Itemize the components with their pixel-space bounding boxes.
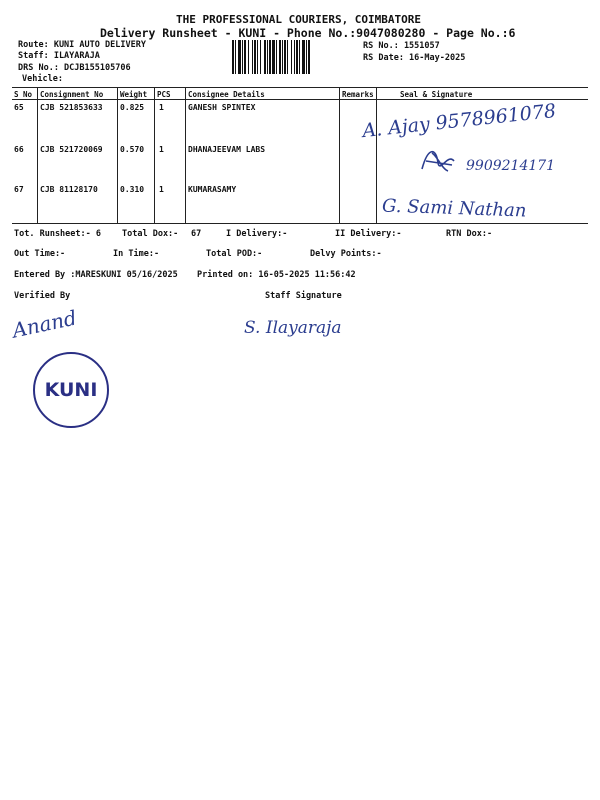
barcode	[232, 40, 356, 74]
table-top-border	[12, 87, 588, 88]
header-consignment: Consignment No	[40, 90, 104, 99]
rs-number: RS No.: 1551057	[363, 41, 440, 51]
total-runsheet: Tot. Runsheet:- 6	[14, 229, 101, 239]
col-divider	[117, 87, 118, 223]
col-divider	[37, 87, 38, 223]
handwritten-signature: G. Sami Nathan	[381, 195, 527, 222]
handwritten-phone: 9909214171	[466, 158, 556, 174]
col-divider	[154, 87, 155, 223]
header-weight: Weight	[120, 90, 148, 99]
row-sno: 65	[14, 103, 24, 112]
i-delivery: I Delivery:-	[226, 229, 288, 239]
in-time: In Time:-	[113, 249, 160, 259]
rs-date: RS Date: 16-May-2025	[363, 53, 466, 63]
total-dox-value: 67	[191, 229, 202, 239]
route-label: Route: KUNI AUTO DELIVERY	[18, 40, 146, 50]
stamp-text: KUNI	[44, 379, 98, 401]
row-consignment: CJB 521720069	[40, 145, 103, 154]
staff-handwritten-signature: S. Ilayaraja	[244, 318, 342, 338]
staff-label: Staff: ILAYARAJA	[18, 51, 100, 61]
printed-on: Printed on: 16-05-2025 11:56:42	[197, 270, 356, 280]
row-sno: 66	[14, 145, 24, 154]
verifier-signature: Anand	[10, 305, 79, 343]
row-consignment: CJB 81128170	[40, 185, 98, 194]
row-sno: 67	[14, 185, 24, 194]
row-pcs: 1	[159, 145, 164, 154]
col-divider	[185, 87, 186, 223]
signature-scribble-icon	[418, 143, 458, 181]
row-pcs: 1	[159, 185, 164, 194]
ii-delivery: II Delivery:-	[335, 229, 402, 239]
header-consignee: Consignee Details	[188, 90, 265, 99]
header-pcs: PCS	[157, 90, 171, 99]
handwritten-signature: A. Ajay 9578961078	[361, 99, 558, 143]
row-weight: 0.310	[120, 185, 145, 194]
header-sno: S No	[14, 90, 33, 99]
out-time: Out Time:-	[14, 249, 66, 259]
col-divider	[376, 87, 377, 223]
total-dox-label: Total Dox:-	[122, 229, 179, 239]
row-weight: 0.570	[120, 145, 145, 154]
row-weight: 0.825	[120, 103, 145, 112]
table-header-border	[12, 99, 588, 100]
total-pod: Total POD:-	[206, 249, 263, 259]
drs-number: DRS No.: DCJB155105706	[18, 63, 131, 73]
runsheet-title: Delivery Runsheet - KUNI - Phone No.:9047080280 - Page No.:6	[100, 26, 516, 40]
table-bottom-border	[12, 223, 588, 224]
header-remarks: Remarks	[342, 90, 374, 99]
delvy-points: Delvy Points:-	[310, 249, 382, 259]
entered-by: Entered By :MARESKUNI 05/16/2025	[14, 270, 178, 280]
verified-by-label: Verified By	[14, 291, 71, 301]
row-pcs: 1	[159, 103, 164, 112]
col-divider	[339, 87, 340, 223]
company-name: THE PROFESSIONAL COURIERS, COIMBATORE	[176, 13, 422, 26]
staff-signature-label: Staff Signature	[265, 291, 342, 301]
row-consignment: CJB 521853633	[40, 103, 103, 112]
row-consignee: GANESH SPINTEX	[188, 103, 256, 112]
rtn-dox: RTN Dox:-	[446, 229, 493, 239]
row-consignee: DHANAJEEVAM LABS	[188, 145, 266, 154]
header-seal-signature: Seal & Signature	[400, 90, 473, 99]
row-consignee: KUMARASAMY	[188, 185, 237, 194]
vehicle-label: Vehicle:	[22, 74, 63, 84]
barcode-bar	[310, 40, 312, 74]
kuni-stamp	[33, 352, 109, 428]
